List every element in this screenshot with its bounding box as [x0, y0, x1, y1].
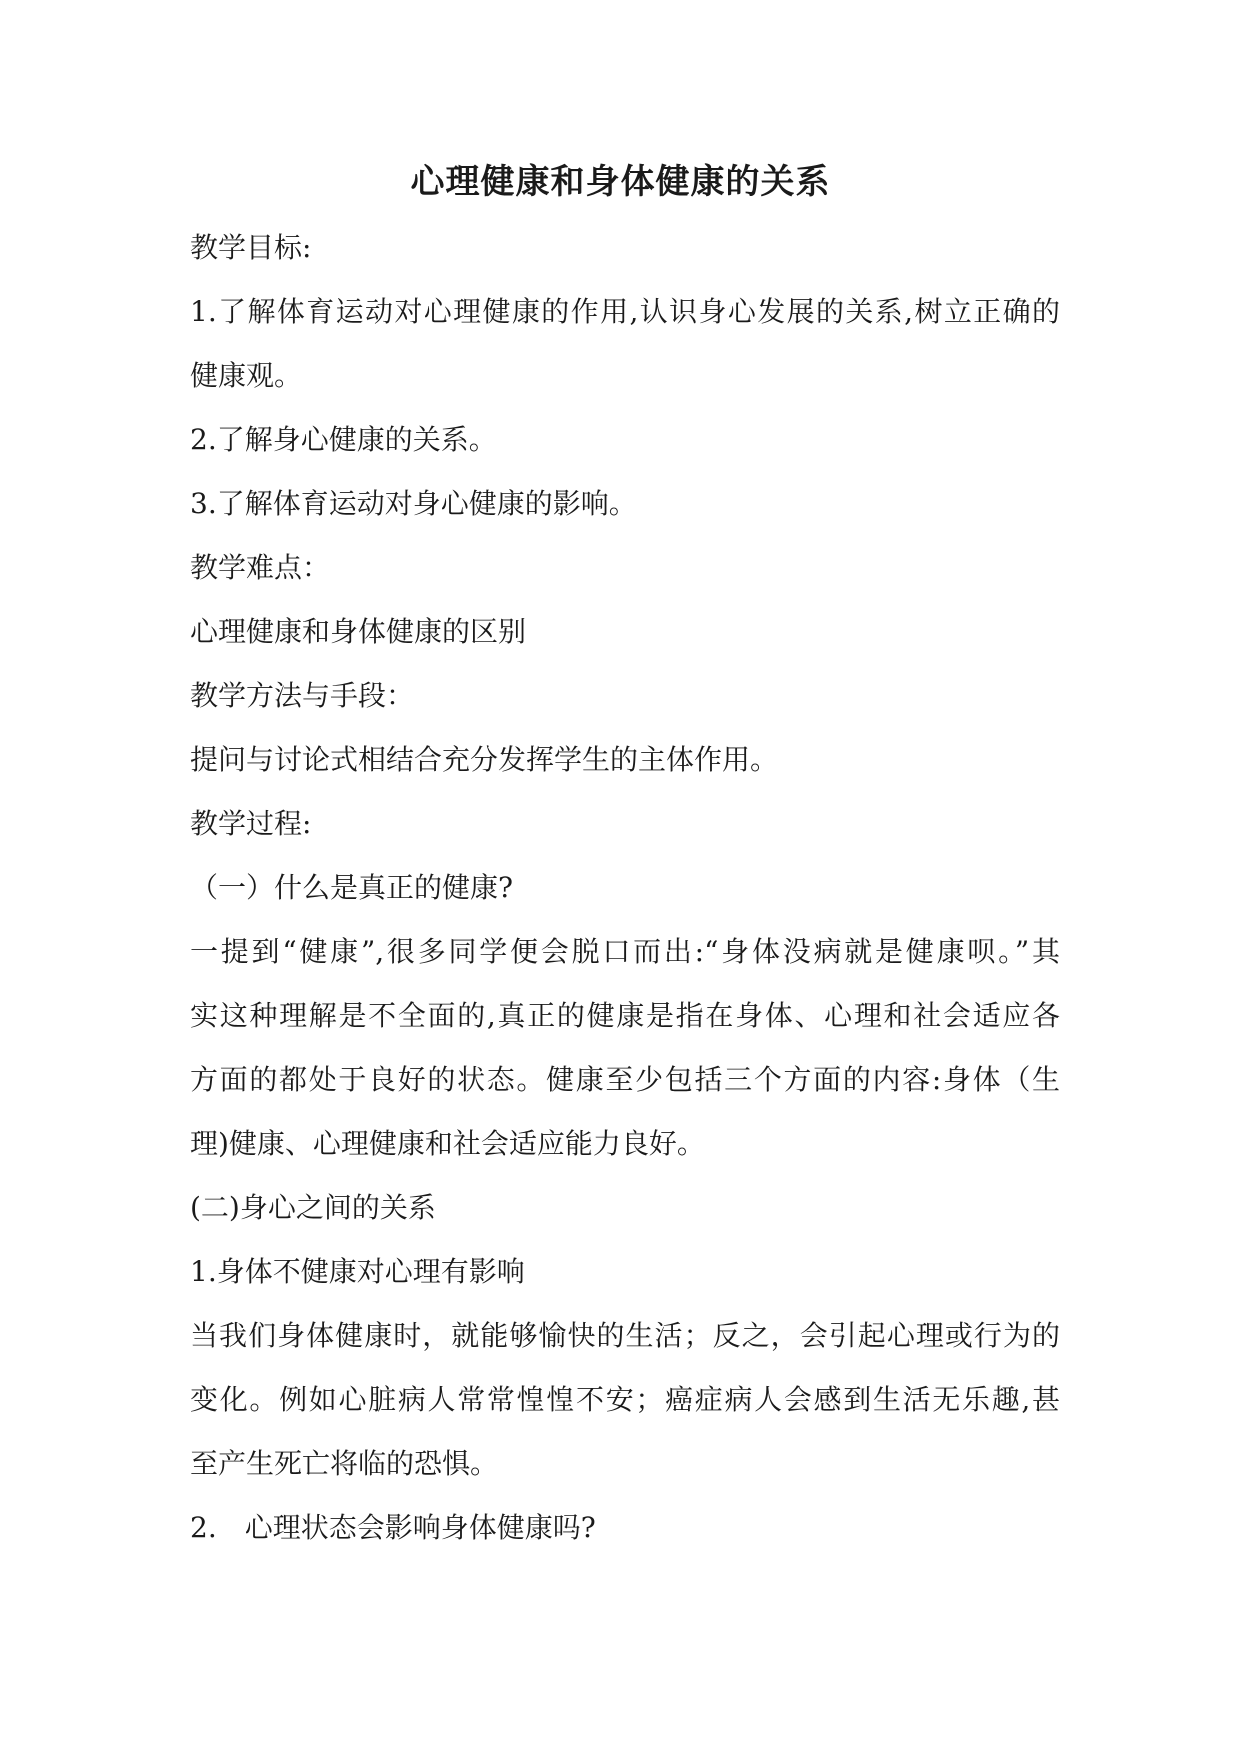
section-1-heading: （一）什么是真正的健康? [190, 871, 514, 904]
methods-text: 提问与讨论式相结合充分发挥学生的主体作用。 [190, 743, 779, 776]
section-1-para-line-3: 方面的都处于良好的状态。健康至少包括三个方面的内容:身体（生 [190, 1063, 1060, 1096]
heading-teaching-process: 教学过程: [190, 807, 312, 840]
subsection-1-para-line-3: 至产生死亡将临的恐惧。 [190, 1447, 499, 1480]
subsection-2-heading: 2. 心理状态会影响身体健康吗? [190, 1511, 596, 1544]
section-1-para-line-2: 实这种理解是不全面的,真正的健康是指在身体、心理和社会适应各 [190, 999, 1060, 1032]
goal-2: 2.了解身心健康的关系。 [190, 423, 497, 456]
goal-1-line-1: 1.了解体育运动对心理健康的作用,认识身心发展的关系,树立正确的 [190, 295, 1060, 328]
document-title: 心理健康和身体健康的关系 [410, 162, 831, 202]
section-1-para-line-1: 一提到“健康”,很多同学便会脱口而出:“身体没病就是健康呗。”其 [190, 935, 1060, 968]
heading-teaching-methods: 教学方法与手段： [190, 679, 415, 712]
subsection-1-para-line-2: 变化。例如心脏病人常常惶惶不安；癌症病人会感到生活无乐趣,甚 [190, 1383, 1060, 1416]
heading-teaching-difficulty: 教学难点： [190, 551, 331, 584]
goal-3: 3.了解体育运动对身心健康的影响。 [190, 487, 637, 520]
goal-1-line-2: 健康观。 [190, 359, 303, 392]
subsection-1-heading: 1.身体不健康对心理有影响 [190, 1255, 525, 1288]
subsection-1-para-line-1: 当我们身体健康时，就能够愉快的生活；反之，会引起心理或行为的 [190, 1319, 1060, 1352]
section-1-para-line-4: 理)健康、心理健康和社会适应能力良好。 [190, 1127, 705, 1160]
difficulty-text: 心理健康和身体健康的区别 [190, 615, 527, 648]
heading-teaching-goals: 教学目标: [190, 231, 312, 264]
section-2-heading: (二)身心之间的关系 [190, 1191, 436, 1224]
